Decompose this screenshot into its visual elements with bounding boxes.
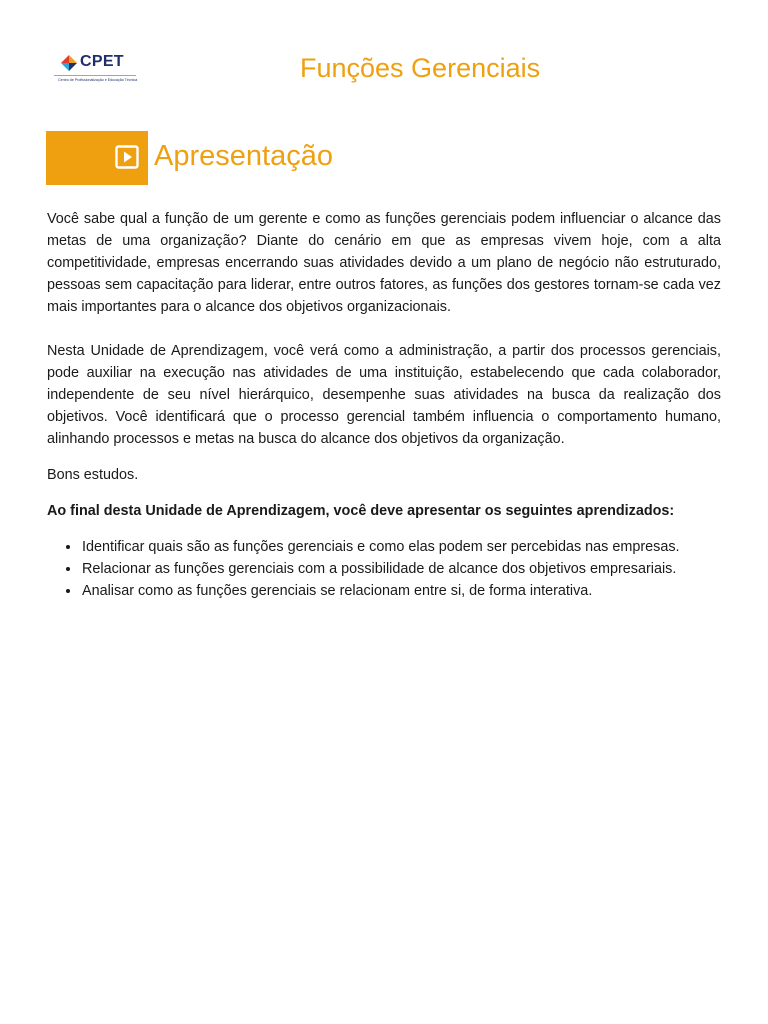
section-title: Apresentação (154, 140, 333, 172)
objective-item: • Relacionar as funções gerenciais com a possibilidade de alcance dos objetivos empresariais. (81, 558, 721, 580)
cpet-logo (54, 52, 138, 86)
objectives-list (47, 536, 721, 602)
play-icon (115, 145, 139, 169)
closing-text: Bons estudos. (47, 467, 139, 483)
objectives-heading: Ao final desta Unidade de Aprendizagem, você deve apresentar os seguintes aprendizados: (47, 503, 675, 519)
logo-diamond-icon (60, 54, 78, 72)
section-banner (46, 131, 148, 185)
logo-subtitle: Centro de Profissionalização e Educação Técnica (58, 78, 138, 82)
page-header (0, 0, 768, 110)
intro-paragraph-1: Você sabe qual a função de um gerente e como as funções gerenciais podem influenciar o alcance das metas de uma organização? Diante do cenário em que as empresas vivem hoje, com a alta competitividade, empresas encerrando suas atividades devido a um plano de negócio não estruturado, pessoas sem capacitação para liderar, entre outros fatores, as funções dos gestores tornam-se cada vez mais importantes para o alcance dos objetivos organizacionais. (47, 211, 721, 315)
intro-paragraph-2: Nesta Unidade de Aprendizagem, você verá como a administração, a partir dos processos gerenciais, pode auxiliar na execução nas atividades de uma instituição, estabelecendo que cada colaborador, independente de seu nível hierárquico, desempenhe suas atividades na busca da realização dos objetivos. Você identificará que o processo gerencial também influencia o comportamento humano, alinhando processos e metas na busca do alcance dos objetivos da organização. (47, 343, 721, 447)
objective-item: • Analisar como as funções gerenciais se relacionam entre si, de forma interativa. (81, 580, 721, 602)
logo-divider (54, 75, 136, 76)
logo-brand: CPET (80, 53, 124, 70)
document-title: Funções Gerenciais (300, 53, 541, 83)
main-content (47, 208, 721, 602)
objective-item: • Identificar quais são as funções gerenciais e como elas podem ser percebidas nas empresas. (81, 536, 721, 558)
